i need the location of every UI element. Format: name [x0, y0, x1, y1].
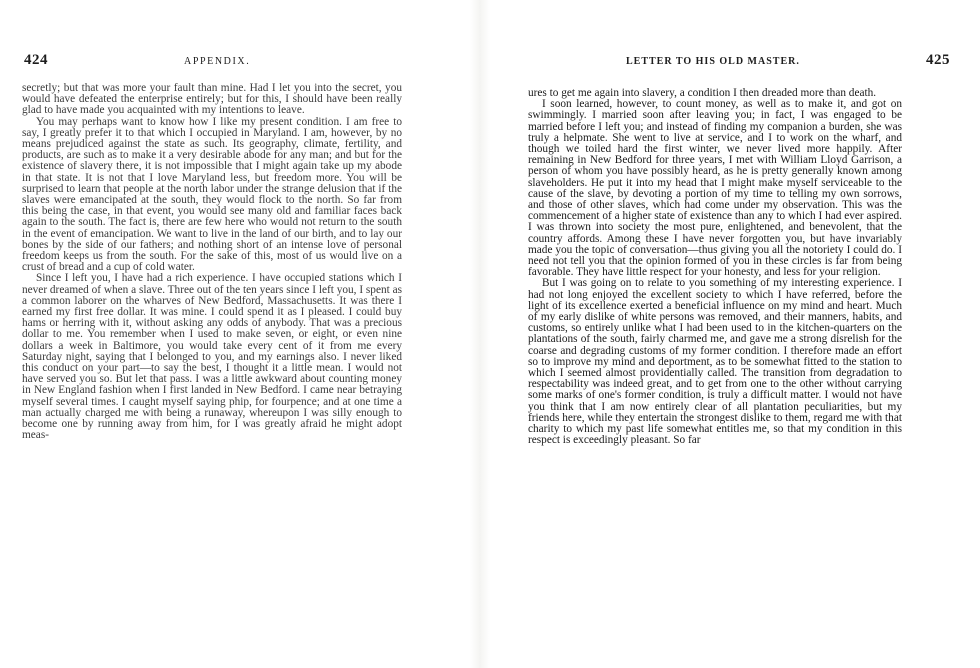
- right-paragraph-2: I soon learned, however, to count money, as well as to make it, and got on swimmingly. I married soon after leaving you; in fact, I was engaged to be married before I left you; and instead of finding my companion a burden, she was truly a helpmate. She went to live at service, and I to work on the wharf, and though we toiled hard the first winter, we never lived more happily. After remaining in New Bedford for three years, I met with William Lloyd Garrison, a person of whom you have possibly heard, as he is pretty generally known among slaveholders. He put it into my head that I might make myself serviceable to the cause of the slave, by devoting a portion of my time to telling my own sorrows, and those of other slaves, which had come under my observation. This was the commencement of a higher state of existence than any to which I had ever aspired. I was thrown into society the most pure, enlightened, and benevolent, that the country affords. Among these I have never forgotten you, but have invariably made you the topic of conversation—thus giving you all the notoriety I could do. I need not tell you that the opinion formed of you in these circles is far from being favorable. They have little respect for your honesty, and less for your religion.: [528, 98, 902, 279]
- right-paragraph-1: ures to get me again into slavery, a condition I then dreaded more than death.: [528, 87, 877, 99]
- right-page-number: 425: [926, 52, 950, 68]
- left-running-head: APPENDIX.: [184, 56, 251, 67]
- left-paragraph-1: secretly; but that was more your fault than mine. Had I let you into the secret, you would have defeated the enterprise entirely; but for this, I should have been really glad to have made you acquainted with my intentions to leave.: [22, 82, 402, 117]
- right-page-body: [528, 88, 902, 447]
- book-gutter: [470, 0, 490, 668]
- left-page-body: [22, 83, 402, 442]
- left-page: [0, 0, 470, 668]
- right-running-head: LETTER TO HIS OLD MASTER.: [626, 56, 800, 67]
- left-page-number: 424: [24, 52, 48, 68]
- left-paragraph-2: You may perhaps want to know how I like my present condition. I am free to say, I greatly prefer it to that which I occupied in Maryland. I am, however, by no means prejudiced against the state as such. Its geography, climate, fertility, and products, are such as to make it a very desirable abode for any man; and but for the existence of slavery there, it is not impossible that I might again take up my abode in that state. It is not that I love Maryland less, but freedom more. You will be surprised to learn that people at the north labor under the strange delusion that if the slaves were emancipated at the south, they would flock to the north. So far from this being the case, in that event, you would see many old and familiar faces back again to the south. The fact is, there are few here who would not return to the south in the event of emancipation. We want to live in the land of our birth, and to lay our bones by the side of our fathers; and nothing short of an intense love of personal freedom keeps us from the south. For the sake of this, most of us would live on a crust of bread and a cup of cold water.: [22, 115, 402, 274]
- right-page: [490, 0, 980, 668]
- left-paragraph-3: Since I left you, I have had a rich experience. I have occupied stations which I never dreamed of when a slave. Three out of the ten years since I left you, I spent as a common laborer on the wharves of New Bedford, Massachusetts. It was there I earned my first free dollar. It was mine. I could spend it as I pleased. I could buy hams or herring with it, without asking any odds of anybody. That was a precious dollar to me. You remember when I used to make seven, or eight, or even nine dollars a week in Baltimore, you would take every cent of it from me every Saturday night, saying that I belonged to you, and my earnings also. I never liked this conduct on your part—to say the best, I thought it a little mean. I would not have served you so. But let that pass. I was a little awkward about counting money in New England fashion when I first landed in New Bedford. I came near betraying myself several times. I caught myself saying phip, for fourpence; and at one time a man actually charged me with being a runaway, whereupon I was silly enough to become one by running away from him, for I was greatly afraid he might adopt meas-: [22, 272, 402, 442]
- left-page-header: [24, 52, 404, 74]
- right-paragraph-3: But I was going on to relate to you something of my interesting experience. I had not long enjoyed the excellent society to which I have referred, before the light of its excellence exerted a beneficial influence on my mind and heart. Much of my early dislike of white persons was removed, and their manners, habits, and customs, so entirely unlike what I had been used to in the kitchen-quarters on the plantations of the south, fairly charmed me, and gave me a strong disrelish for the coarse and degrading customs of my former condition. I therefore made an effort so to improve my mind and deportment, as to be somewhat fitted to the station to which I seemed almost providentially called. The transition from degradation to respectability was indeed great, and to get from one to the other without carrying some marks of one's former condition, is truly a difficult matter. I would not have you think that I am now entirely clear of all plantation peculiarities, but my friends here, while they entertain the strongest dislike to them, regard me with that charity to which my past life somewhat entitles me, so that my condition in this respect is exceedingly pleasant. So far: [528, 277, 902, 447]
- right-page-header: [530, 52, 950, 74]
